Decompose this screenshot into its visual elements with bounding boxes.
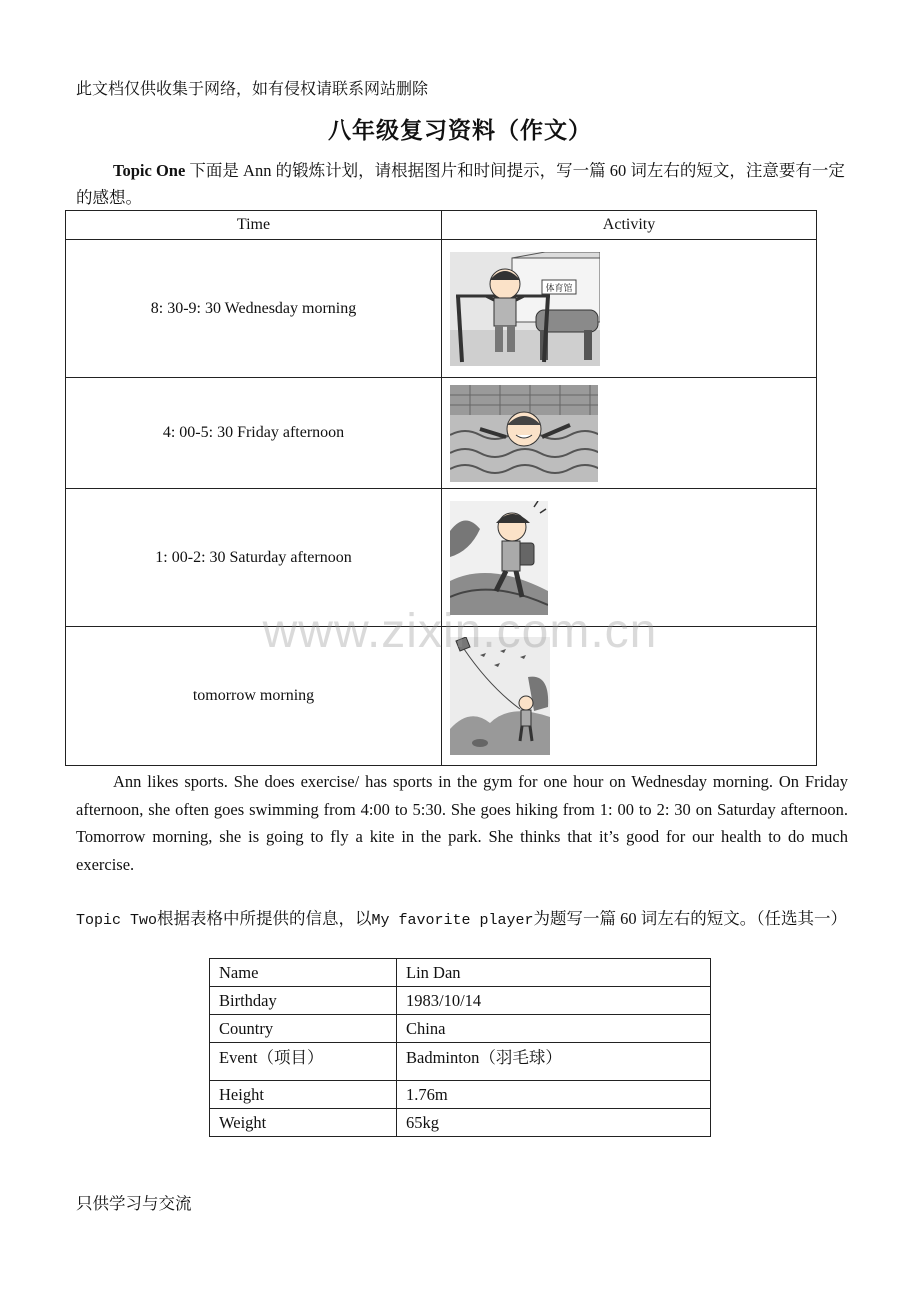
table-row <box>210 987 711 1015</box>
topic-two-text-b: 为题写一篇 60 词左右的短文。（任选其一） <box>533 909 848 928</box>
time-header: Time <box>66 211 442 240</box>
page-title: 八年级复习资料（作文） <box>328 118 592 143</box>
topic-one-text: 下面是 Ann 的锻炼计划，请根据图片和时间提示，写一篇 60 词左右的短文，注意要有一定的感想。 <box>76 161 845 207</box>
player-info-table <box>209 958 711 1137</box>
gym-bar-picture <box>450 252 600 366</box>
topic-two-prompt <box>76 905 860 934</box>
topic-two-title: My favorite player <box>371 912 534 929</box>
player-field-value: China <box>397 1015 711 1043</box>
player-field-value: 1983/10/14 <box>397 987 711 1015</box>
player-field-label: Height <box>210 1081 397 1109</box>
activity-cell <box>442 240 817 378</box>
topic-two-label: Topic Two <box>76 912 158 929</box>
table-row <box>210 959 711 987</box>
topic-one-label: Topic One <box>113 161 186 180</box>
table-row <box>210 1109 711 1137</box>
watermark: www.zixin.com.cn <box>262 605 658 658</box>
activity-cell <box>442 378 817 489</box>
table-row <box>66 378 817 489</box>
player-field-label: Event（项目） <box>210 1043 397 1081</box>
table-row <box>210 1015 711 1043</box>
table-row <box>66 627 817 766</box>
model-essay: Ann likes sports. She does exercise/ has sports in the gym for one hour on Wednesday morning. On Friday afternoon, she often goes swimming from 4:00 to 5:30. She goes hiking from 1: 00 to 2: 30 on Saturday afternoon. Tomorrow morning, she is going to fly a kite in the park. She thinks that it’s good for our health to do much exercise. <box>76 772 848 874</box>
footer-note: 只供学习与交流 <box>76 1194 192 1213</box>
player-field-value: Lin Dan <box>397 959 711 987</box>
player-field-label: Weight <box>210 1109 397 1137</box>
kite-picture <box>450 637 550 755</box>
player-field-label: Birthday <box>210 987 397 1015</box>
activity-cell <box>442 489 817 627</box>
player-field-label: Name <box>210 959 397 987</box>
time-cell: 4: 00-5: 30 Friday afternoon <box>66 378 442 489</box>
activity-cell <box>442 627 817 766</box>
gym-sign: 体育馆 <box>545 283 573 294</box>
activity-table <box>65 210 817 766</box>
activity-table-header <box>66 211 817 240</box>
hiking-picture <box>450 501 548 615</box>
table-row <box>66 489 817 627</box>
time-cell: 8: 30-9: 30 Wednesday morning <box>66 240 442 378</box>
player-field-value: 1.76m <box>397 1081 711 1109</box>
swimming-picture <box>450 385 598 482</box>
topic-one-prompt <box>76 157 856 211</box>
time-cell: 1: 00-2: 30 Saturday afternoon <box>66 489 442 627</box>
activity-header: Activity <box>442 211 817 240</box>
table-row <box>210 1043 711 1081</box>
player-field-value: 65kg <box>397 1109 711 1137</box>
copyright-note: 此文档仅供收集于网络，如有侵权请联系网站删除 <box>76 81 429 98</box>
player-field-value: Badminton（羽毛球） <box>397 1043 711 1081</box>
table-row <box>66 240 817 378</box>
player-field-label: Country <box>210 1015 397 1043</box>
time-cell: tomorrow morning <box>66 627 442 766</box>
table-row <box>210 1081 711 1109</box>
topic-two-text-a: 根据表格中所提供的信息，以 <box>157 909 372 928</box>
